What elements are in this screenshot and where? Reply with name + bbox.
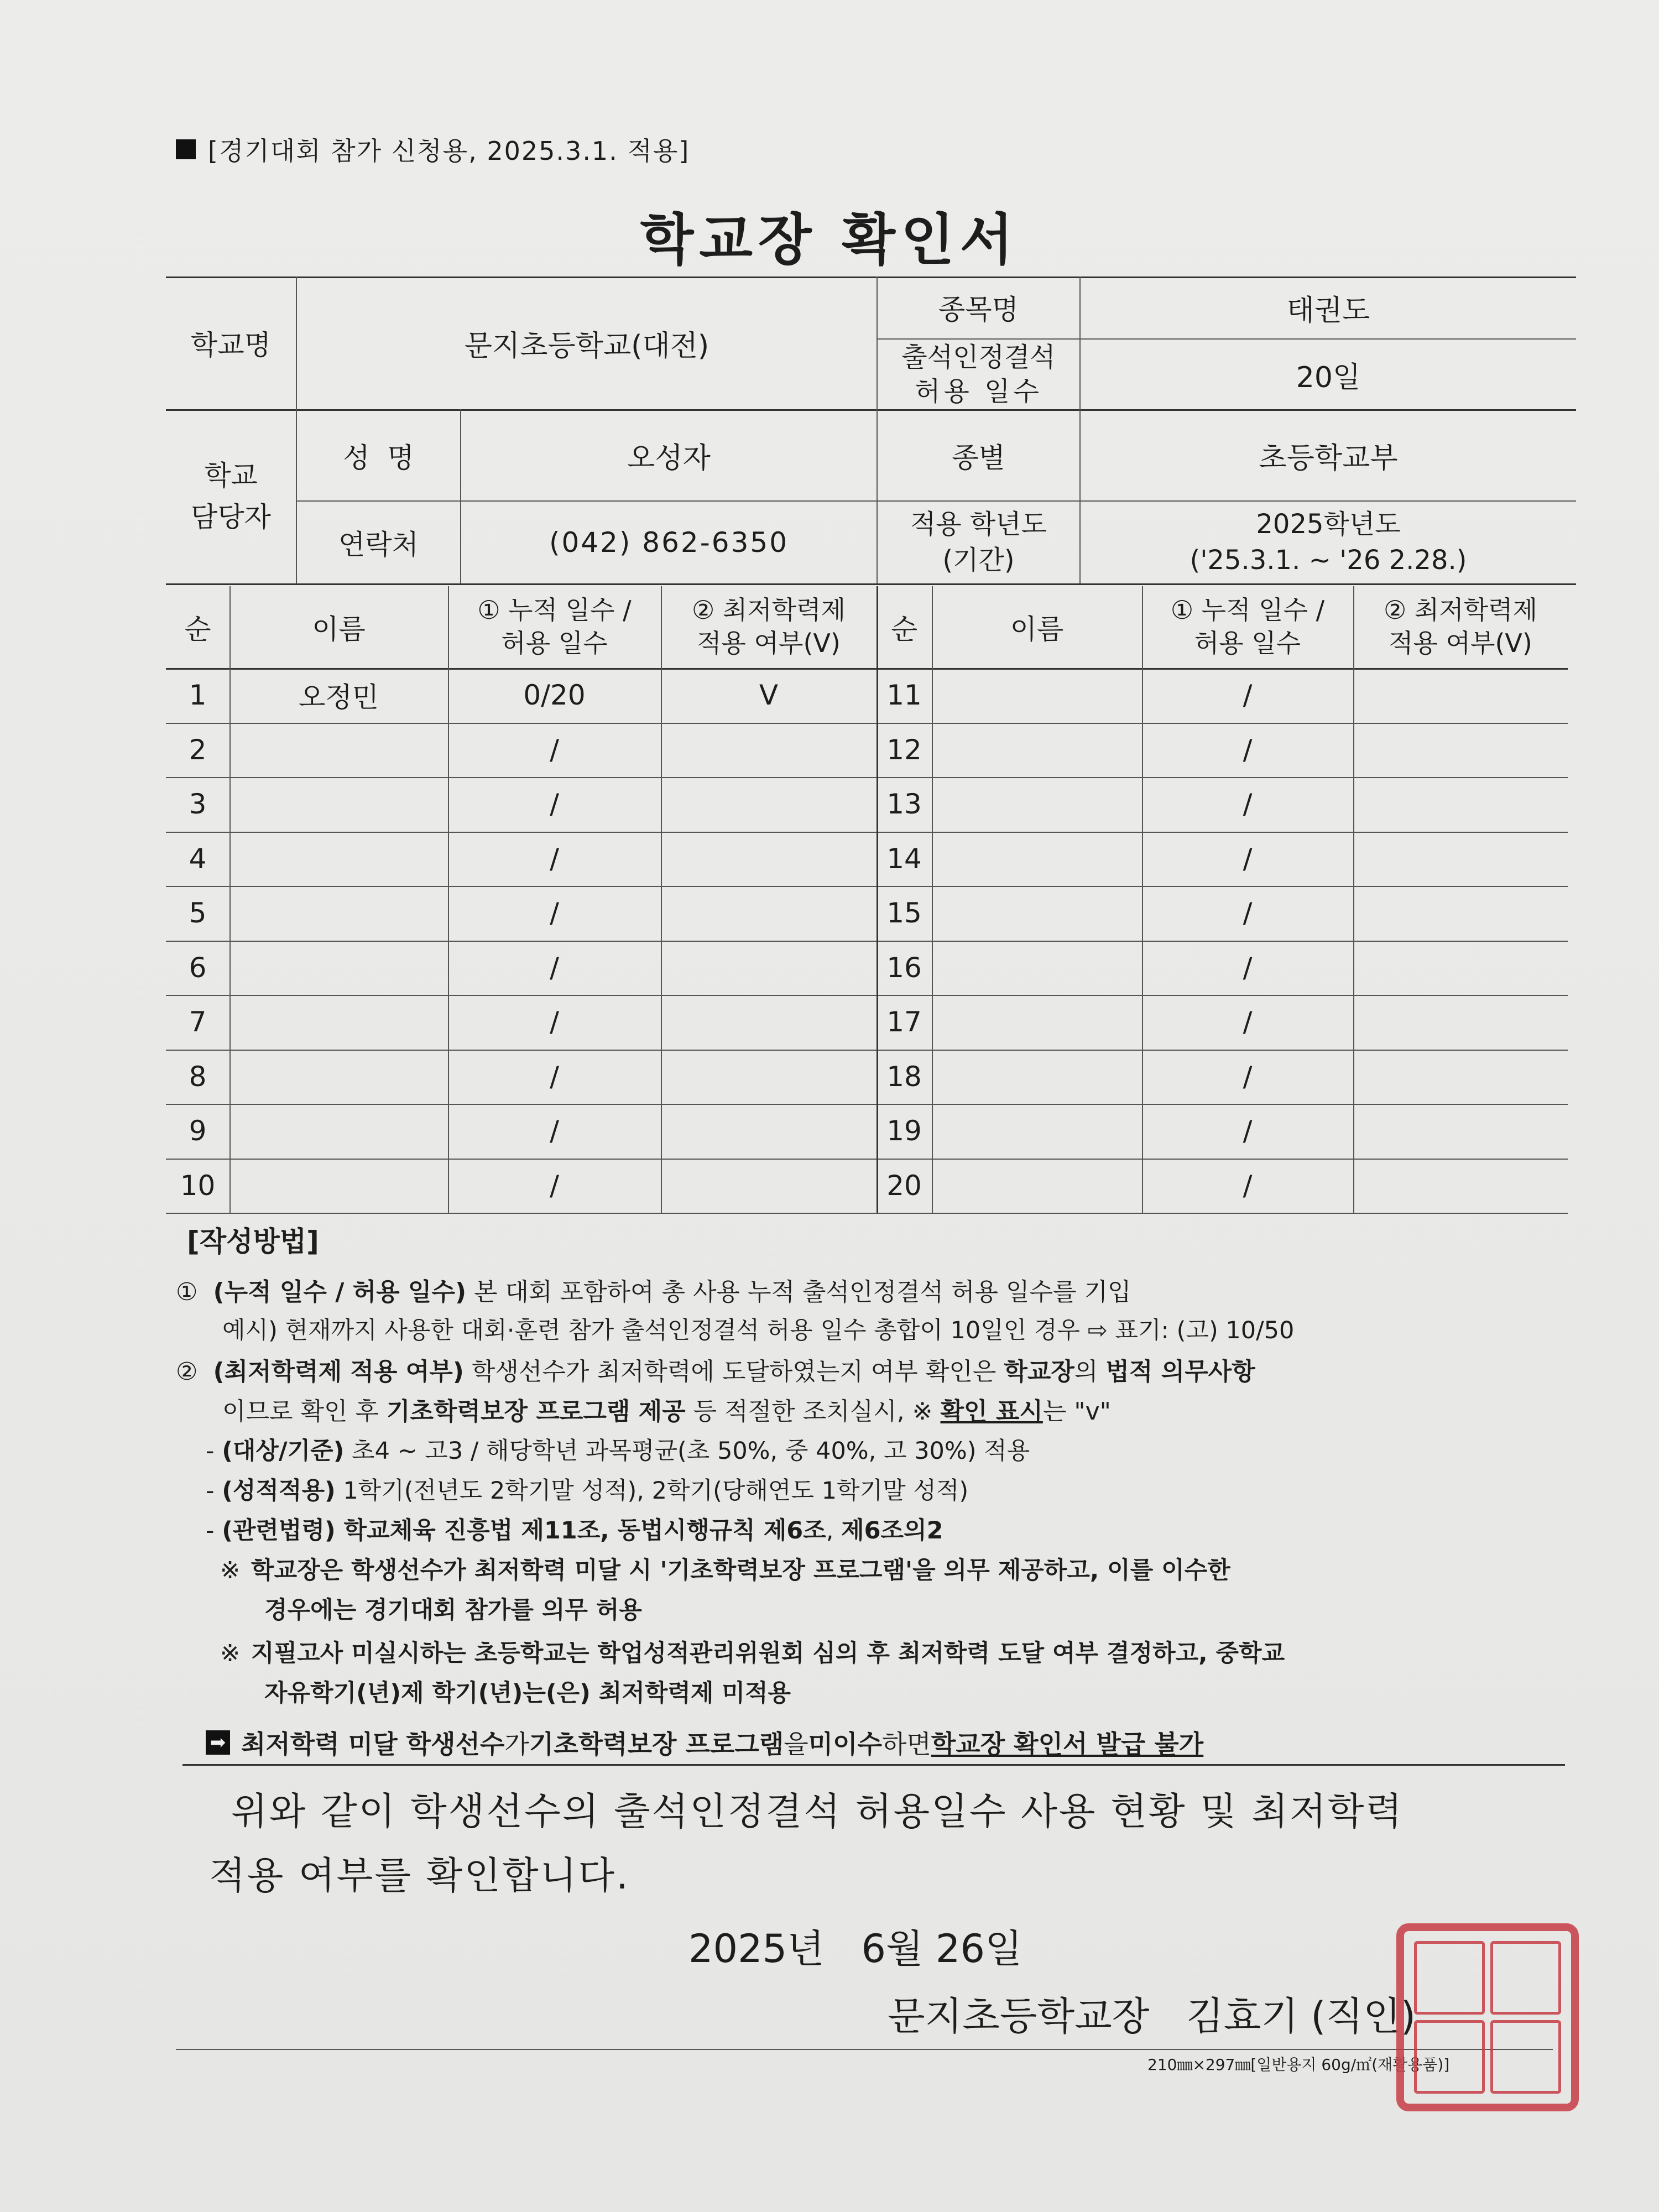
- row-number: 3: [189, 788, 207, 821]
- roster-header-min-line1: ② 최저학력제: [691, 595, 846, 625]
- roster-header-days-left: [448, 586, 661, 668]
- dash-icon: -: [206, 1437, 222, 1465]
- row-number: 15: [886, 897, 922, 930]
- min-academic-check-cell: [1353, 941, 1568, 995]
- roster-header-days-line2: 허용 일수: [501, 628, 608, 658]
- min-academic-check-cell: [1353, 723, 1568, 778]
- year-label: [878, 502, 1079, 583]
- school-value: 문지초등학교(대전): [464, 329, 709, 363]
- days-cell: /: [1243, 1060, 1253, 1093]
- student-name-cell: [229, 1159, 448, 1213]
- student-name-cell: [932, 668, 1142, 723]
- min-academic-check-cell: [661, 886, 877, 941]
- warning-b: 가: [504, 1729, 529, 1759]
- row-number: 1: [189, 679, 207, 712]
- student-name-cell: [229, 995, 448, 1050]
- year-label-line1: 적용 학년도: [910, 509, 1047, 540]
- guide-sub-2: [206, 1472, 968, 1506]
- student-name-cell: [932, 723, 1142, 778]
- item2-b1: 학교장: [1004, 1358, 1074, 1386]
- guide-sub-3: [206, 1512, 943, 1546]
- name-label: 성 명: [343, 441, 414, 474]
- min-academic-check-cell: [661, 777, 877, 832]
- row-number: 7: [189, 1006, 207, 1039]
- days-cell: /: [550, 897, 559, 930]
- warning-f: 하면: [881, 1729, 931, 1759]
- confirm-date: 2025년 6월 26일: [688, 1926, 1022, 1971]
- guide-sub-1: [206, 1432, 1030, 1466]
- min-academic-check-cell: [1353, 995, 1568, 1050]
- min-academic-check-cell: [1353, 1159, 1568, 1213]
- footer-divider: [176, 2049, 1553, 2050]
- min-academic-check-cell: [1353, 1104, 1568, 1159]
- days-cell: /: [550, 1060, 559, 1093]
- roster-header-days-line2: 허용 일수: [1194, 628, 1301, 658]
- reference-mark-icon: ※: [220, 1640, 241, 1667]
- row-number: 11: [886, 679, 922, 712]
- days-cell: /: [1243, 897, 1253, 930]
- roster-header-min-line2: 적용 여부(V): [1389, 628, 1532, 658]
- sport-value: 태권도: [1286, 294, 1370, 327]
- absence-label-line1: 출석인정결석: [901, 341, 1056, 373]
- item2-text-b: 의: [1074, 1358, 1106, 1386]
- year-value-line1: 2025학년도: [1256, 509, 1401, 540]
- item2-line2-a: 이므로 확인 후: [222, 1397, 387, 1426]
- student-name-cell: [229, 777, 448, 832]
- info-rule: [166, 583, 1576, 585]
- min-academic-check-cell: [1353, 832, 1568, 886]
- roster-header-name-right: 이름: [1010, 613, 1064, 645]
- sub2-bold: (성적적용): [222, 1477, 336, 1505]
- guide-note-2: [220, 1635, 1285, 1668]
- sub1-bold: (대상/기준): [222, 1437, 345, 1465]
- days-cell: /: [550, 733, 559, 766]
- min-academic-check-cell: [661, 832, 877, 886]
- student-name-cell: [229, 941, 448, 995]
- name-value: 오성자: [627, 442, 711, 475]
- year-label-line2: (기간): [942, 545, 1015, 576]
- roster-header-days-right: [1142, 586, 1353, 668]
- roster-header-name-left: 이름: [312, 613, 366, 645]
- min-academic-check-cell: [661, 723, 877, 778]
- row-number: 8: [189, 1060, 207, 1093]
- days-cell: /: [1243, 788, 1253, 821]
- item2-mark: ②: [176, 1358, 198, 1386]
- confirm-line-2: 적용 여부를 확인합니다.: [209, 1854, 630, 1898]
- item2-line2-e: 는 "v": [1042, 1397, 1111, 1426]
- row-number: 14: [886, 842, 922, 875]
- sub3-bold: (관련법령) 학교체육 진흥법 제11조, 동법시행규칙 제6조: [222, 1517, 826, 1545]
- roster-header-min-line2: 적용 여부(V): [697, 628, 841, 658]
- min-academic-check-cell: [1353, 886, 1568, 941]
- row-number: 9: [189, 1115, 207, 1147]
- warning-e: 미이수: [808, 1729, 882, 1759]
- sub1-text: 초4 ~ 고3 / 해당학년 과목평균(초 50%, 중 40%, 고 30%) 적용: [344, 1437, 1030, 1465]
- row-number: 5: [189, 897, 207, 930]
- days-cell: /: [550, 1006, 559, 1039]
- contact-label: 연락처: [338, 529, 419, 561]
- days-cell: /: [1243, 679, 1253, 712]
- student-name-cell: [932, 1104, 1142, 1159]
- item1-mark: ①: [176, 1278, 198, 1306]
- student-name-cell: [229, 832, 448, 886]
- min-academic-check-cell: [1353, 668, 1568, 723]
- item2-b2: 법적 의무사항: [1105, 1358, 1255, 1386]
- guide-item-1-example: 예시) 현재까지 사용한 대회·훈련 참가 출석인정결석 허용 일수 총합이 10일인 경우 ⇨ 표기: (고) 10/50: [222, 1317, 1295, 1344]
- roster-header-min-right: [1353, 586, 1568, 668]
- warning-d: 을: [784, 1729, 808, 1759]
- item2-line2-d: 확인 표시: [940, 1397, 1043, 1426]
- days-cell: /: [1243, 842, 1253, 875]
- page-title: 학교장 확인서: [640, 207, 1019, 272]
- student-name-cell: 오정민: [299, 681, 379, 714]
- row-number: 17: [886, 1006, 922, 1039]
- row-number: 19: [886, 1115, 922, 1147]
- category-value: 초등학교부: [1259, 442, 1398, 475]
- manager-label-line1: 학교: [204, 459, 258, 492]
- days-cell: /: [1243, 951, 1253, 984]
- item1-bold: (누적 일수 / 허용 일수): [213, 1278, 467, 1306]
- row-number: 13: [886, 788, 922, 821]
- paper-spec-footnote: 210㎜×297㎜[일반용지 60g/㎡(재활용품)]: [1147, 2056, 1450, 2074]
- item1-text: 본 대회 포함하여 총 사용 누적 출석인정결석 허용 일수를 기입: [466, 1278, 1131, 1306]
- item2-text-a: 학생선수가 최저학력에 도달하였는지 여부 확인은: [463, 1358, 1004, 1386]
- sub2-text: 1학기(전년도 2학기말 성적), 2학기(당해연도 1학기말 성적): [335, 1477, 969, 1505]
- sport-label: 종목명: [938, 294, 1019, 326]
- signer: 문지초등학교장 김효기 (직인): [888, 1994, 1416, 2039]
- category-label: 종별: [952, 441, 1005, 474]
- roster-header-days-line1: ① 누적 일수 /: [1170, 595, 1325, 625]
- roster-header-min-left: [661, 586, 877, 668]
- warning-g: 학교장 확인서 발급 불가: [931, 1729, 1204, 1759]
- days-cell: /: [1243, 1115, 1253, 1147]
- student-name-cell: [229, 886, 448, 941]
- student-name-cell: [229, 723, 448, 778]
- roster-header-no-right: 순: [890, 613, 918, 645]
- row-number: 12: [886, 733, 922, 766]
- days-cell: /: [550, 1169, 559, 1202]
- days-cell: /: [1243, 1006, 1253, 1039]
- min-academic-check-cell: [1353, 1050, 1568, 1104]
- contact-value: (042) 862-6350: [549, 526, 789, 559]
- item2-line2-b: 기초학력보장 프로그램 제공: [386, 1397, 686, 1426]
- warning-line: [206, 1724, 1203, 1761]
- sub3-text: ,: [826, 1517, 842, 1545]
- note1-line1: 학교장은 학생선수가 최저학력 미달 시 '기초학력보장 프로그램'을 의무 제공하고, 이를 이수한: [251, 1557, 1230, 1584]
- row-number: 4: [189, 842, 207, 875]
- days-cell: /: [550, 1115, 559, 1147]
- roster-header-no-left: 순: [184, 613, 211, 645]
- roster-header-min-line1: ② 최저학력제: [1383, 595, 1538, 625]
- min-academic-check-cell: V: [759, 679, 779, 712]
- school-label: 학교명: [191, 329, 271, 361]
- warning-a: 최저학력 미달 학생선수: [241, 1729, 505, 1759]
- guide-item-2-line2: [222, 1391, 1111, 1427]
- dash-icon: -: [206, 1477, 222, 1505]
- absence-label-line2: 허용 일수: [915, 376, 1042, 407]
- guide-note-1-line2: 경우에는 경기대회 참가를 의무 허용: [264, 1597, 642, 1624]
- student-name-cell: [932, 995, 1142, 1050]
- min-academic-check-cell: [661, 1050, 877, 1104]
- year-value-line2: ('25.3.1. ~ '26 2.28.): [1190, 545, 1467, 576]
- min-academic-check-cell: [661, 995, 877, 1050]
- student-name-cell: [229, 1104, 448, 1159]
- item2-line2-c: 등 적절한 조치실시, ※: [685, 1397, 941, 1426]
- absence-label: [878, 340, 1079, 409]
- student-name-cell: [932, 777, 1142, 832]
- guide-note-2-line2: 자유학기(년)제 학기(년)는(은) 최저학력제 미적용: [264, 1679, 791, 1707]
- min-academic-check-cell: [1353, 777, 1568, 832]
- dash-icon: -: [206, 1517, 222, 1545]
- row-number: 16: [886, 951, 922, 984]
- row-number: 6: [189, 951, 207, 984]
- warning-c: 기초학력보장 프로그램: [529, 1729, 784, 1759]
- row-number: 18: [886, 1060, 922, 1093]
- year-value: [1081, 502, 1576, 583]
- row-number: 10: [180, 1169, 216, 1202]
- days-cell: /: [1243, 1169, 1253, 1202]
- note2-line1: 지필고사 미실시하는 초등학교는 학업성적관리위원회 심의 후 최저학력 도달 여부 결정하고, 중학교: [251, 1640, 1285, 1667]
- confirm-line-1: 위와 같이 학생선수의 출석인정결석 허용일수 사용 현황 및 최저학력: [231, 1790, 1404, 1834]
- roster-rule: [166, 1213, 1568, 1214]
- student-name-cell: [229, 1050, 448, 1104]
- days-cell: /: [550, 788, 559, 821]
- student-name-cell: [932, 886, 1142, 941]
- form-note: [경기대회 참가 신청용, 2025.3.1. 적용]: [176, 133, 690, 166]
- days-cell: /: [550, 842, 559, 875]
- arrow-box-icon: ➡: [206, 1730, 230, 1755]
- guide-item-2: [176, 1352, 1255, 1387]
- guide-item-1: [176, 1272, 1131, 1307]
- student-name-cell: [932, 1050, 1142, 1104]
- black-square-icon: [176, 139, 196, 159]
- manager-label-line2: 담당자: [191, 500, 271, 533]
- roster-header-days-line1: ① 누적 일수 /: [477, 595, 632, 625]
- manager-label: [166, 409, 296, 583]
- min-academic-check-cell: [661, 1104, 877, 1159]
- student-name-cell: [932, 941, 1142, 995]
- official-seal-icon: [1396, 1923, 1579, 2111]
- row-number: 2: [189, 733, 207, 766]
- reference-mark-icon: ※: [220, 1557, 241, 1584]
- min-academic-check-cell: [661, 941, 877, 995]
- min-academic-check-cell: [661, 1159, 877, 1213]
- item2-bold: (최저학력제 적용 여부): [213, 1358, 464, 1386]
- guide-heading: [작성방법]: [187, 1225, 319, 1258]
- student-name-cell: [932, 1159, 1142, 1213]
- row-number: 20: [886, 1169, 922, 1202]
- student-name-cell: [932, 832, 1142, 886]
- sub3-bold2: 제6조의2: [841, 1517, 943, 1545]
- days-cell: /: [1243, 733, 1253, 766]
- days-cell: 0/20: [523, 679, 586, 712]
- warning-divider: [182, 1764, 1565, 1766]
- guide-note-1: [220, 1552, 1230, 1585]
- absence-value: 20일: [1296, 361, 1361, 394]
- days-cell: /: [550, 951, 559, 984]
